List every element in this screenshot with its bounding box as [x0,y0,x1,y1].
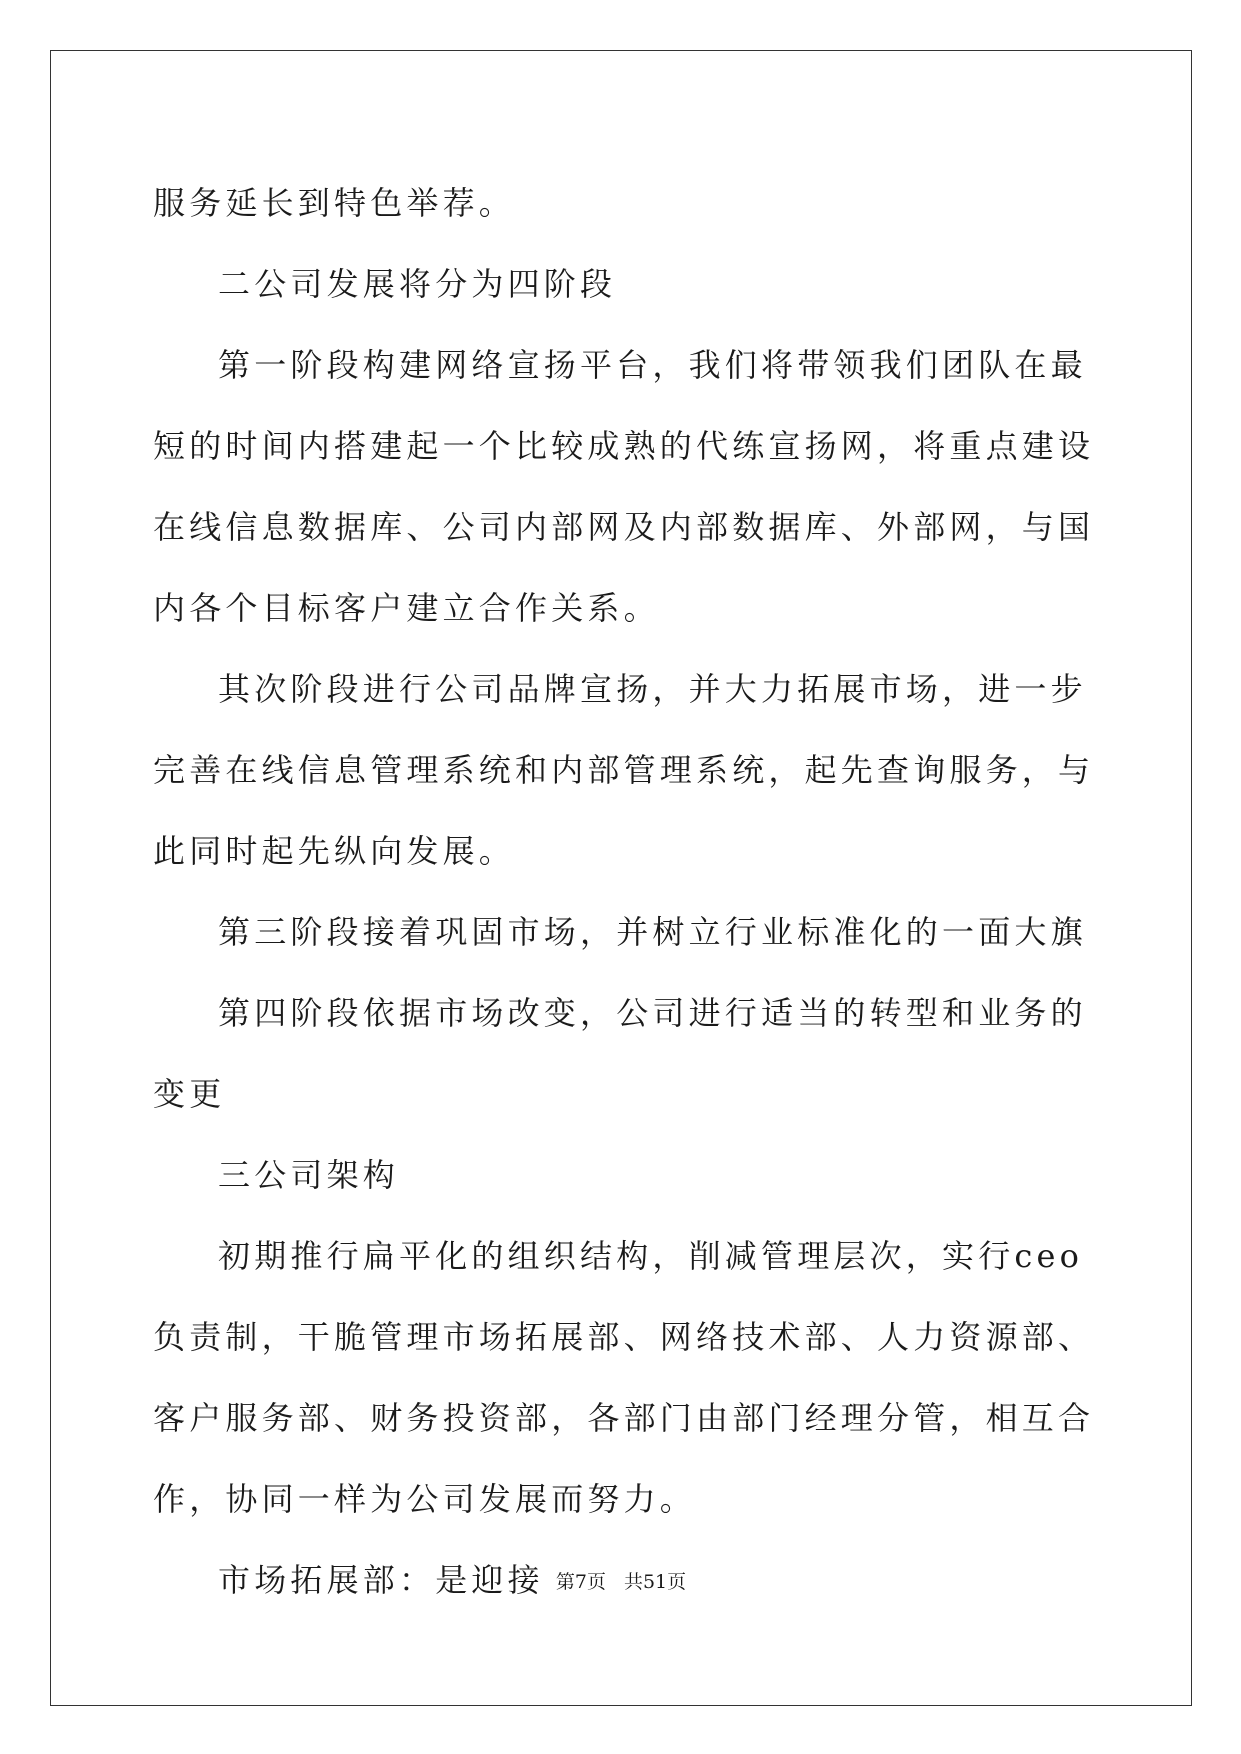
document-body [153,163,1103,1621]
paragraph-3: 第一阶段构建网络宣扬平台，我们将带领我们团队在最短的时间内搭建起一个比较成熟的代练宣扬网，将重点建设在线信息数据库、公司内部网及内部数据库、外部网，与国内各个目标客户建立合作关系。 [153,346,1095,627]
page-footer [51,1567,1191,1594]
document-page [50,50,1192,1706]
paragraph-4: 其次阶段进行公司品牌宣扬，并大力拓展市场，进一步完善在线信息管理系统和内部管理系统，起先查询服务，与此同时起先纵向发展。 [153,670,1095,870]
paragraph-9: 市场拓展部：是迎接 [218,1561,544,1599]
current-page-number: 第7页 [555,1571,606,1593]
paragraph-8: 初期推行扁平化的组织结构，削减管理层次，实行ceo负责制，干脆管理市场拓展部、网络技术部、人力资源部、客户服务部、财务投资部，各部门由部门经理分管，相互合作，协同一样为公司发展而努力。 [153,1237,1095,1518]
paragraph-5: 第三阶段接着巩固市场，并树立行业标准化的一面大旗 [218,913,1087,951]
paragraph-7: 三公司架构 [218,1156,400,1194]
paragraph-6: 第四阶段依据市场改变，公司进行适当的转型和业务的变更 [153,994,1087,1113]
paragraph-2: 二公司发展将分为四阶段 [218,265,617,303]
total-page-count: 共51页 [623,1571,687,1593]
paragraph-1: 服务延长到特色举荐。 [153,184,516,222]
